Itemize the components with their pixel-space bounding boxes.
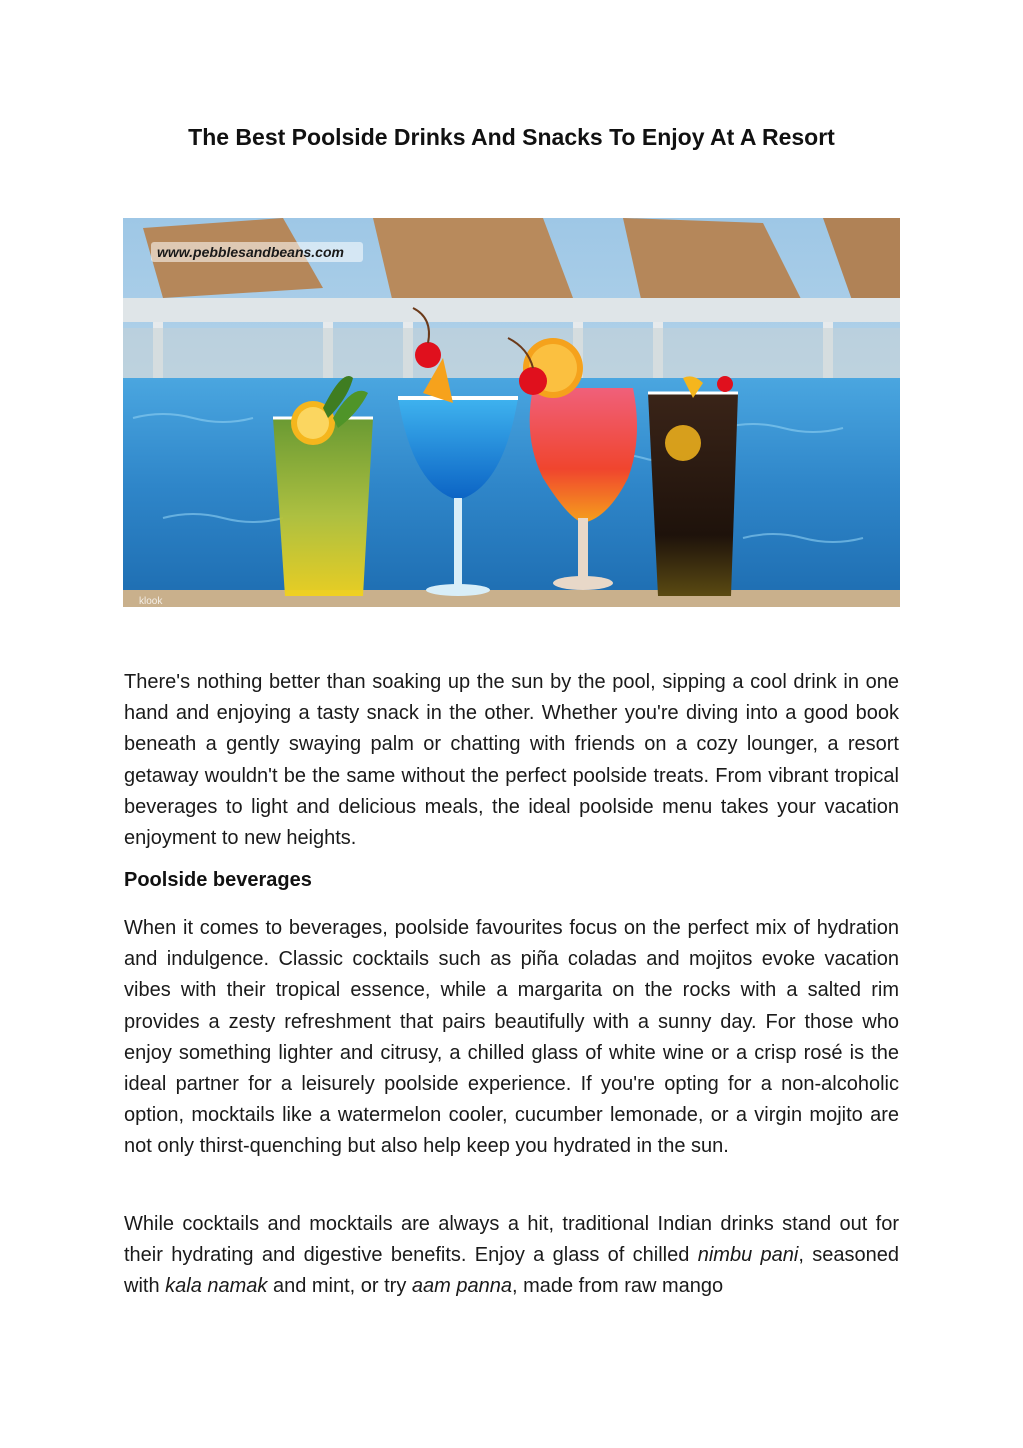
watermark-text: www.pebblesandbeans.com [157,244,344,260]
emphasis-term: kala namak [165,1275,268,1298]
hero-image [123,218,900,607]
paragraph-text: , seasoned with [124,1244,899,1298]
document-title: The Best Poolside Drinks And Snacks To Enjoy At A Resort [188,124,835,150]
indian-drinks-paragraph [124,1209,899,1303]
section-heading: Poolside beverages [124,869,312,891]
emphasis-term: aam panna [411,1275,512,1298]
beverages-paragraph: When it comes to beverages, poolside favourites focus on the perfect mix of hydration and indulgence. Classic cocktails such as piña coladas and mojitos evoke vacation vibes with their tropical essence, while a margarita on the rocks with a salted rim provides a zesty refreshment that pairs beautifully with a sunny day. For those who enjoy something lighter and citrusy, a chilled glass of white wine or a crisp rosé is the ideal partner for a leisurely poolside experience. If you're opting for a non-alcoholic option, mocktails like a watermelon cooler, cucumber lemonade, or a virgin mojito are not only thirst-quenching but also help keep you hydrated in the sun. [124,917,899,1158]
paragraph-text: While cocktails and mocktails are always a hit, traditional Indian drinks stand out for their hydrating and digestive benefits. Enjoy a glass of chilled [124,1213,899,1267]
credit-text: klook [139,596,163,607]
intro-paragraph: There's nothing better than soaking up the sun by the pool, sipping a cool drink in one hand and enjoying a tasty snack in the other. Whether you're diving into a good book beneath a gently swaying palm or chatting with friends on a cozy lounger, a resort getaway wouldn't be the same without the perfect poolside treats. From vibrant tropical beverages to light and delicious meals, the ideal poolside menu takes your vacation enjoyment to new heights. [124,671,899,850]
emphasis-term: nimbu pani [697,1244,799,1267]
paragraph-text: , made from raw mango [511,1275,724,1298]
paragraph-text: and mint, or try [267,1275,412,1298]
